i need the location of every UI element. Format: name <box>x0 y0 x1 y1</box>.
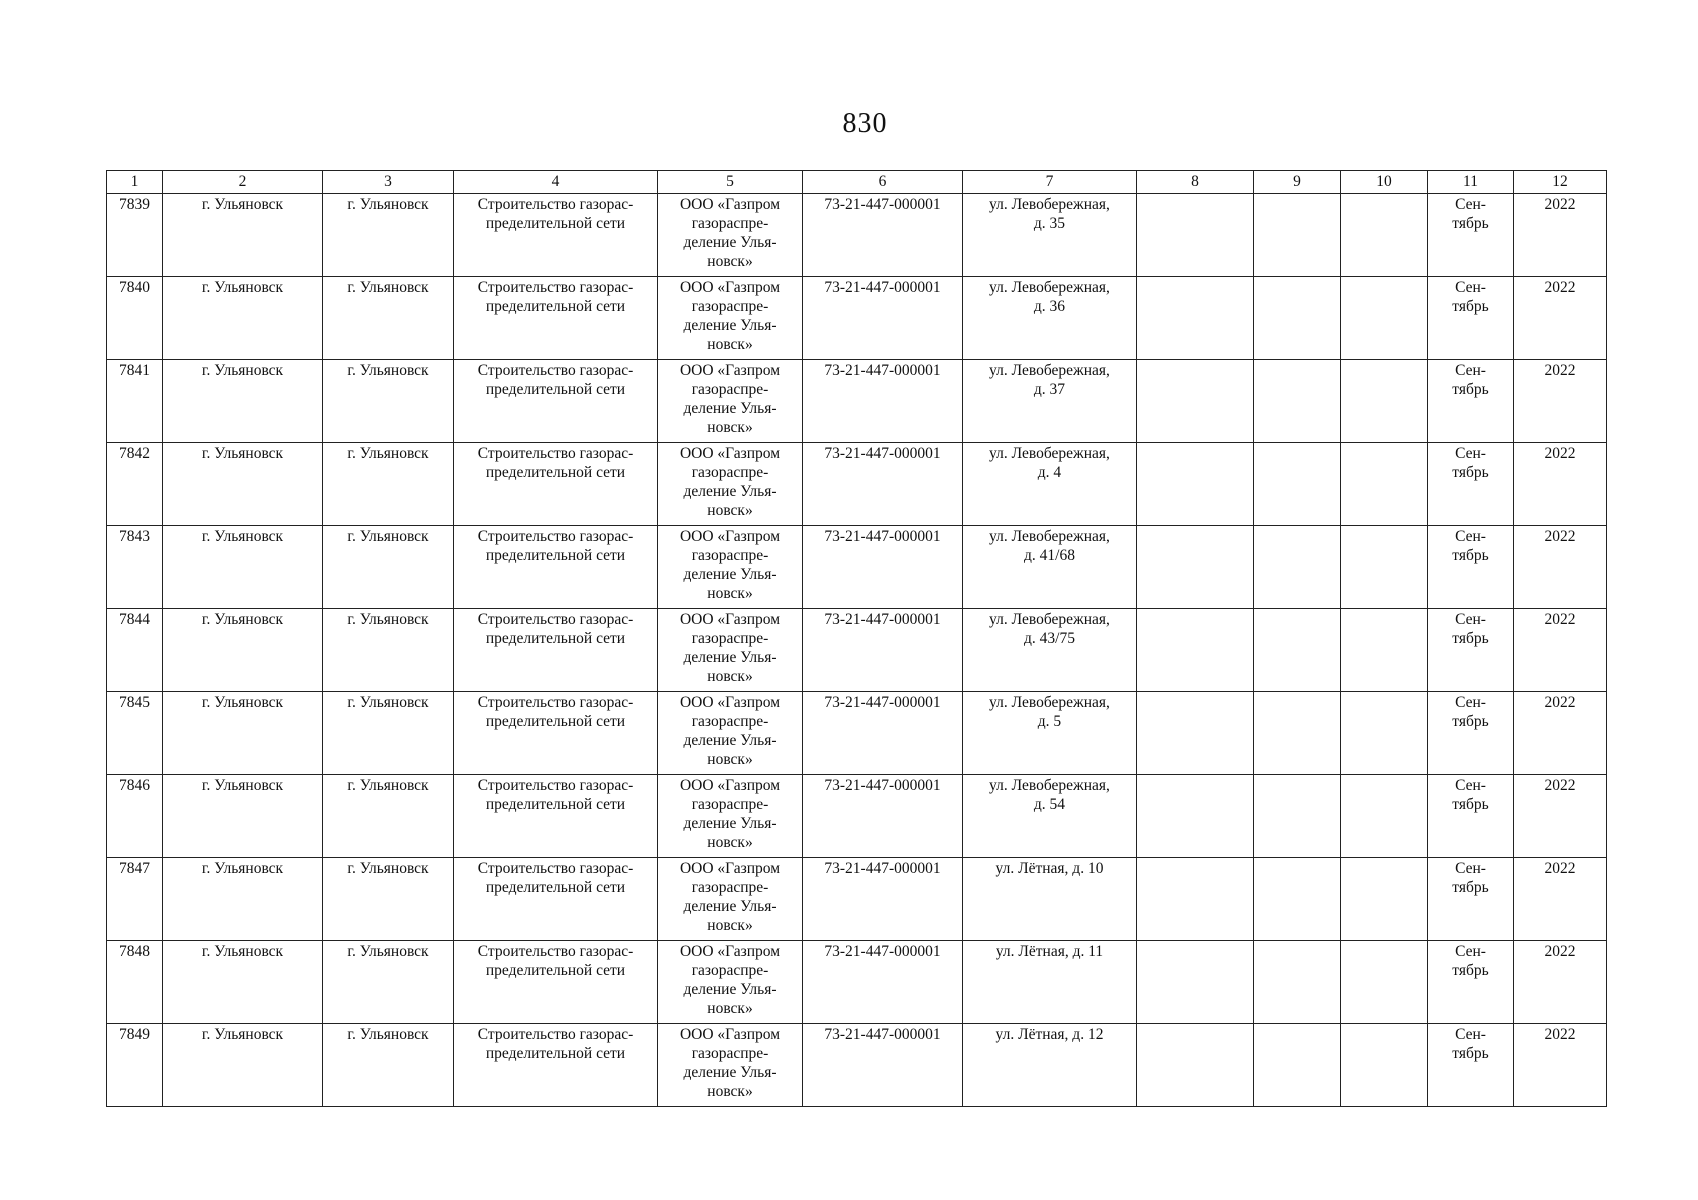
cell-col-10 <box>1341 1024 1428 1107</box>
cell-object-code: 73-21-447-000001 <box>803 443 963 526</box>
cell-region: г. Ульяновск <box>163 443 323 526</box>
table-row <box>107 526 1607 609</box>
cell-work-type: Строительство газорас- пределительной сети <box>454 277 658 360</box>
cell-col-9 <box>1254 194 1341 277</box>
cell-col-9 <box>1254 941 1341 1024</box>
cell-year: 2022 <box>1514 1024 1607 1107</box>
cell-col-8 <box>1137 1024 1254 1107</box>
column-header-12: 12 <box>1514 171 1607 194</box>
cell-organization: ООО «Газпром газораспре- деление Улья- новск» <box>658 692 803 775</box>
cell-work-type: Строительство газорас- пределительной сети <box>454 443 658 526</box>
cell-col-8 <box>1137 526 1254 609</box>
column-header-6: 6 <box>803 171 963 194</box>
cell-col-9 <box>1254 858 1341 941</box>
cell-month: Сен- тябрь <box>1428 692 1514 775</box>
cell-year: 2022 <box>1514 941 1607 1024</box>
table-row <box>107 1024 1607 1107</box>
cell-organization: ООО «Газпром газораспре- деление Улья- новск» <box>658 360 803 443</box>
column-header-4: 4 <box>454 171 658 194</box>
cell-address: ул. Лётная, д. 11 <box>963 941 1137 1024</box>
cell-work-type: Строительство газорас- пределительной сети <box>454 360 658 443</box>
cell-organization: ООО «Газпром газораспре- деление Улья- новск» <box>658 1024 803 1107</box>
cell-month: Сен- тябрь <box>1428 941 1514 1024</box>
cell-col-10 <box>1341 194 1428 277</box>
column-header-1: 1 <box>107 171 163 194</box>
cell-settlement: г. Ульяновск <box>323 775 454 858</box>
cell-col-9 <box>1254 443 1341 526</box>
cell-record-number: 7845 <box>107 692 163 775</box>
header-row <box>107 171 1607 194</box>
cell-year: 2022 <box>1514 609 1607 692</box>
cell-col-10 <box>1341 775 1428 858</box>
cell-month: Сен- тябрь <box>1428 858 1514 941</box>
cell-col-10 <box>1341 609 1428 692</box>
cell-col-8 <box>1137 443 1254 526</box>
cell-col-10 <box>1341 526 1428 609</box>
cell-work-type: Строительство газорас- пределительной сети <box>454 526 658 609</box>
cell-col-8 <box>1137 858 1254 941</box>
cell-object-code: 73-21-447-000001 <box>803 526 963 609</box>
cell-settlement: г. Ульяновск <box>323 194 454 277</box>
cell-col-8 <box>1137 692 1254 775</box>
cell-address: ул. Левобережная, д. 43/75 <box>963 609 1137 692</box>
column-header-7: 7 <box>963 171 1137 194</box>
cell-work-type: Строительство газорас- пределительной сети <box>454 1024 658 1107</box>
cell-region: г. Ульяновск <box>163 1024 323 1107</box>
cell-work-type: Строительство газорас- пределительной сети <box>454 858 658 941</box>
column-header-11: 11 <box>1428 171 1514 194</box>
cell-address: ул. Левобережная, д. 41/68 <box>963 526 1137 609</box>
cell-month: Сен- тябрь <box>1428 360 1514 443</box>
cell-organization: ООО «Газпром газораспре- деление Улья- новск» <box>658 443 803 526</box>
table-row <box>107 692 1607 775</box>
cell-organization: ООО «Газпром газораспре- деление Улья- новск» <box>658 609 803 692</box>
cell-year: 2022 <box>1514 360 1607 443</box>
cell-col-10 <box>1341 941 1428 1024</box>
cell-col-8 <box>1137 194 1254 277</box>
cell-month: Сен- тябрь <box>1428 443 1514 526</box>
cell-address: ул. Лётная, д. 10 <box>963 858 1137 941</box>
cell-region: г. Ульяновск <box>163 941 323 1024</box>
cell-object-code: 73-21-447-000001 <box>803 692 963 775</box>
table-body <box>107 194 1607 1107</box>
cell-col-9 <box>1254 1024 1341 1107</box>
cell-col-9 <box>1254 526 1341 609</box>
cell-settlement: г. Ульяновск <box>323 941 454 1024</box>
cell-settlement: г. Ульяновск <box>323 443 454 526</box>
column-header-10: 10 <box>1341 171 1428 194</box>
cell-organization: ООО «Газпром газораспре- деление Улья- новск» <box>658 526 803 609</box>
cell-region: г. Ульяновск <box>163 194 323 277</box>
cell-settlement: г. Ульяновск <box>323 609 454 692</box>
cell-month: Сен- тябрь <box>1428 277 1514 360</box>
cell-month: Сен- тябрь <box>1428 609 1514 692</box>
cell-region: г. Ульяновск <box>163 692 323 775</box>
cell-col-10 <box>1341 360 1428 443</box>
cell-year: 2022 <box>1514 526 1607 609</box>
cell-work-type: Строительство газорас- пределительной сети <box>454 194 658 277</box>
cell-col-10 <box>1341 858 1428 941</box>
cell-col-10 <box>1341 692 1428 775</box>
cell-record-number: 7839 <box>107 194 163 277</box>
cell-address: ул. Левобережная, д. 35 <box>963 194 1137 277</box>
cell-address: ул. Левобережная, д. 54 <box>963 775 1137 858</box>
cell-organization: ООО «Газпром газораспре- деление Улья- новск» <box>658 941 803 1024</box>
cell-address: ул. Левобережная, д. 37 <box>963 360 1137 443</box>
cell-object-code: 73-21-447-000001 <box>803 194 963 277</box>
cell-year: 2022 <box>1514 858 1607 941</box>
cell-year: 2022 <box>1514 443 1607 526</box>
cell-region: г. Ульяновск <box>163 277 323 360</box>
cell-record-number: 7849 <box>107 1024 163 1107</box>
cell-col-8 <box>1137 775 1254 858</box>
cell-col-8 <box>1137 941 1254 1024</box>
cell-settlement: г. Ульяновск <box>323 692 454 775</box>
register-table <box>106 170 1607 1107</box>
cell-year: 2022 <box>1514 692 1607 775</box>
cell-work-type: Строительство газорас- пределительной сети <box>454 775 658 858</box>
column-header-5: 5 <box>658 171 803 194</box>
cell-organization: ООО «Газпром газораспре- деление Улья- новск» <box>658 194 803 277</box>
cell-object-code: 73-21-447-000001 <box>803 858 963 941</box>
cell-record-number: 7840 <box>107 277 163 360</box>
cell-month: Сен- тябрь <box>1428 775 1514 858</box>
table-row <box>107 609 1607 692</box>
cell-object-code: 73-21-447-000001 <box>803 941 963 1024</box>
cell-record-number: 7844 <box>107 609 163 692</box>
cell-address: ул. Левобережная, д. 4 <box>963 443 1137 526</box>
cell-region: г. Ульяновск <box>163 609 323 692</box>
cell-settlement: г. Ульяновск <box>323 360 454 443</box>
cell-col-10 <box>1341 277 1428 360</box>
cell-organization: ООО «Газпром газораспре- деление Улья- новск» <box>658 277 803 360</box>
cell-year: 2022 <box>1514 194 1607 277</box>
cell-month: Сен- тябрь <box>1428 1024 1514 1107</box>
column-header-2: 2 <box>163 171 323 194</box>
table-row <box>107 775 1607 858</box>
table-row <box>107 277 1607 360</box>
cell-settlement: г. Ульяновск <box>323 526 454 609</box>
cell-col-8 <box>1137 609 1254 692</box>
cell-record-number: 7847 <box>107 858 163 941</box>
cell-region: г. Ульяновск <box>163 858 323 941</box>
cell-work-type: Строительство газорас- пределительной сети <box>454 692 658 775</box>
cell-record-number: 7842 <box>107 443 163 526</box>
table-row <box>107 360 1607 443</box>
cell-object-code: 73-21-447-000001 <box>803 775 963 858</box>
table-row <box>107 858 1607 941</box>
table-row <box>107 443 1607 526</box>
cell-settlement: г. Ульяновск <box>323 858 454 941</box>
table-header <box>107 171 1607 194</box>
cell-record-number: 7841 <box>107 360 163 443</box>
column-header-9: 9 <box>1254 171 1341 194</box>
cell-region: г. Ульяновск <box>163 775 323 858</box>
cell-month: Сен- тябрь <box>1428 526 1514 609</box>
cell-region: г. Ульяновск <box>163 360 323 443</box>
cell-col-9 <box>1254 360 1341 443</box>
cell-col-8 <box>1137 277 1254 360</box>
cell-settlement: г. Ульяновск <box>323 277 454 360</box>
cell-month: Сен- тябрь <box>1428 194 1514 277</box>
column-header-3: 3 <box>323 171 454 194</box>
cell-region: г. Ульяновск <box>163 526 323 609</box>
cell-settlement: г. Ульяновск <box>323 1024 454 1107</box>
cell-address: ул. Левобережная, д. 5 <box>963 692 1137 775</box>
table-row <box>107 941 1607 1024</box>
table-row <box>107 194 1607 277</box>
cell-year: 2022 <box>1514 775 1607 858</box>
cell-object-code: 73-21-447-000001 <box>803 609 963 692</box>
cell-record-number: 7846 <box>107 775 163 858</box>
cell-col-9 <box>1254 609 1341 692</box>
cell-col-9 <box>1254 775 1341 858</box>
column-header-8: 8 <box>1137 171 1254 194</box>
cell-work-type: Строительство газорас- пределительной сети <box>454 941 658 1024</box>
cell-address: ул. Лётная, д. 12 <box>963 1024 1137 1107</box>
cell-address: ул. Левобережная, д. 36 <box>963 277 1137 360</box>
cell-object-code: 73-21-447-000001 <box>803 1024 963 1107</box>
page-number: 830 <box>842 108 888 139</box>
cell-record-number: 7848 <box>107 941 163 1024</box>
cell-col-9 <box>1254 277 1341 360</box>
cell-col-8 <box>1137 360 1254 443</box>
cell-year: 2022 <box>1514 277 1607 360</box>
cell-organization: ООО «Газпром газораспре- деление Улья- новск» <box>658 858 803 941</box>
cell-col-9 <box>1254 692 1341 775</box>
cell-object-code: 73-21-447-000001 <box>803 277 963 360</box>
cell-organization: ООО «Газпром газораспре- деление Улья- новск» <box>658 775 803 858</box>
cell-col-10 <box>1341 443 1428 526</box>
cell-record-number: 7843 <box>107 526 163 609</box>
cell-work-type: Строительство газорас- пределительной сети <box>454 609 658 692</box>
cell-object-code: 73-21-447-000001 <box>803 360 963 443</box>
